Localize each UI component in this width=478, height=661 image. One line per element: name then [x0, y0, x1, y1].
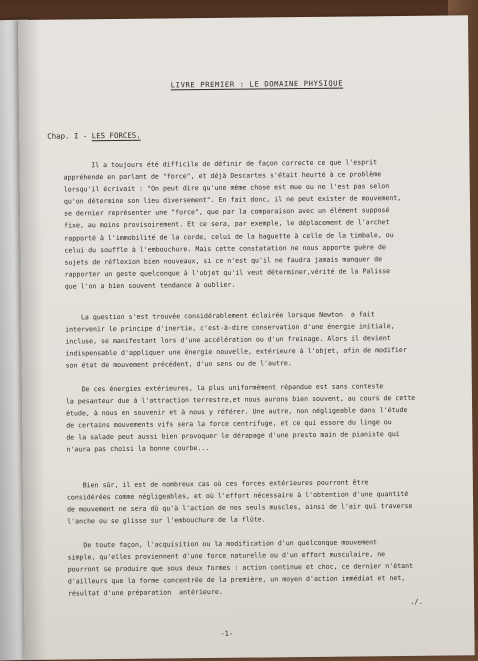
chapter-heading [47, 131, 141, 141]
paragraph-4: Bien sûr, il est de nombreux cas où ces forces extérieures pourront être considérées comme négligeables, et où l'effort nécessaire à l'obtention d'une quantité de mouvement ne sera dû qu'à l'action de nos seuls muscles, ainsi de l'air qui traverse l'anche ou se glisse sur l'embouchure de la flûte. [58, 478, 413, 526]
continuation-mark: ./. [410, 597, 423, 606]
paragraph-2: La question s'est trouvée considérablement éclairée lorsque Newton a fait intervenir le principe d'inertie, c'est-à-dire conservation d'une énergie initiale, incluse, se manifestant lors d'une accélération ou d'un freinage. Alors il devient indispensable d'appliquer une énergie nouvelle, extérieure à l'objet, afin de modifier son état de mouvement précédent, d'un sens ou de l'autre. [57, 310, 407, 370]
chapter-title: LES FORCES. [91, 130, 141, 141]
chapter-prefix: Chap. I - [47, 131, 92, 141]
page-number: -1- [220, 629, 234, 638]
document-page [18, 15, 475, 660]
part-heading: LIVRE PREMIER : LE DOMAINE PHYSIQUE [170, 78, 344, 90]
paragraph-1: Il a toujours été difficile de définir de façon correcte ce que l'esprit appréhende en parlant de "force", et déjà Descartes s'était heurté à ce problème lorsqu'il écrivait : "On peut dire qu'une même chose est mue ou ne l'est pas selon qu'on détermine son lieu diversement". En fait donc, il ne peut exister de mouvement, se dernier représenter une "force", que par la comparaison avec un élément supposé fixe, au moins provisoirement. Et ce sera, par exemple, le déplacement de l'archet rapporté à l'immobilité de la corde, celui de la baguette à celle de la timbale, ou celui du souffle à l'embouchure. Mais cette constatation ne nous apporte guère de sujets de réflexion bien nouveaux, si ce n'est qu'il ne faudra jamais manquer de rapporter un geste quelconque à l'objet qu'il veut déterminer,vérité de la Palisse que l'on a bien souvent tendance à oublier. [55, 158, 402, 291]
paragraph-5: De toute façon, l'acquisition ou la modification d'un quelconque mouvement simple, qu'elles proviennent d'une force naturelle ou d'un effort musculaire, ne pourront se produire que sous deux formes : action continue et choc, ce dernier n'étant d'ailleurs que la forme concentrée de la première, un moyen d'action immédiat et net, résultat d'une préparation antérieure. [59, 538, 414, 598]
paragraph-3: De ces énergies extérieures, la plus uniformément répandue est sans conteste la pesanteur due à l'attraction terrestre,et nous aurons bien souvent, au cours de cette étude, à nous en souvenir et à nous y référer. Une autre, non négligeable dans l'étude de certains mouvements vifs sera la force centrifuge, et ce qui essore du linge ou de la salade peut aussi bien provoquer le dérapage d'une presto main de pianiste qui n'aura pas choisi la bonne courbe... [57, 382, 416, 455]
